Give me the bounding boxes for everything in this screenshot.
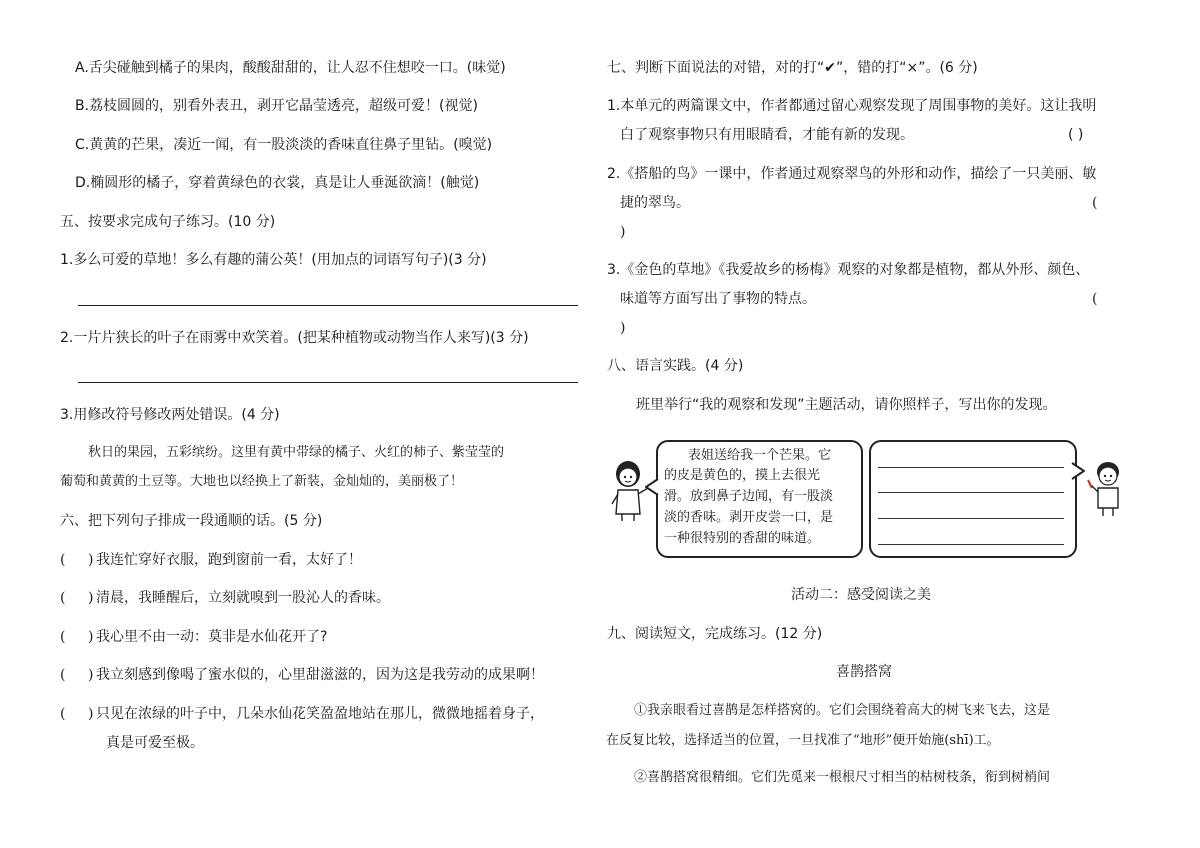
order-paren-close: ) <box>88 706 94 722</box>
judge-paren-q3-close[interactable]: ) <box>620 320 626 336</box>
order-item-5: 只见在浓绿的叶子中，几朵水仙花笑盈盈地站在那儿，微微地摇着身子， <box>96 706 544 722</box>
section-8-intro: 班里举行“我的观察和发现”主题活动，请你照样子，写出你的发现。 <box>636 397 1057 413</box>
order-paren-open: ( <box>60 629 66 645</box>
section-6-title: 六、把下列句子排成一段通顺的话。(5 分) <box>60 513 323 529</box>
bubble-tail-left <box>645 478 659 496</box>
answer-line-q1[interactable] <box>78 305 578 306</box>
order-paren-close: ) <box>88 590 94 606</box>
order-item-1: 我连忙穿好衣服，跑到窗前一看，太好了！ <box>96 552 362 568</box>
passage-title: 喜鹊搭窝 <box>836 664 892 680</box>
writing-line[interactable] <box>878 467 1064 468</box>
answer-speech-bubble[interactable] <box>869 440 1077 558</box>
section-7-q2-line1: 2.《搭船的鸟》一课中，作者通过观察翠鸟的外形和动作，描绘了一只美丽、敏 <box>607 166 1097 182</box>
bubble-line-3: 滑。放到鼻子边闻，有一股淡 <box>664 489 834 504</box>
passage-line-1: 秋日的果园，五彩缤纷。这里有黄中带绿的橘子、火红的柿子、紫莹莹的 <box>88 445 505 460</box>
answer-line-q2[interactable] <box>78 382 578 383</box>
q4-option-a: A.舌尖碰触到橘子的果肉，酸酸甜甜的，让人忍不住想咬一口。(味觉) <box>75 60 506 76</box>
section-5-q3: 3.用修改符号修改两处错误。(4 分) <box>60 407 280 423</box>
section-5-title: 五、按要求完成句子练习。(10 分) <box>60 214 276 230</box>
passage-p1-line2: 在反复比较，选择适当的位置，一旦找准了“地形”便开始施(shī)工。 <box>606 733 1000 748</box>
bubble-line-1: 表姐送给我一个芒果。它 <box>688 448 832 463</box>
section-7-q3-line2: 味道等方面写出了事物的特点。 <box>620 291 816 307</box>
order-paren-close: ) <box>88 667 94 683</box>
section-5-q2: 2.一片片狭长的叶子在雨雾中欢笑着。(把某种植物或动物当作人来写)(3 分) <box>60 330 529 346</box>
order-paren-open: ( <box>60 667 66 683</box>
section-8-title: 八、语言实践。(4 分) <box>607 358 744 374</box>
order-paren-open: ( <box>60 706 66 722</box>
order-item-5-continued: 真是可爱至极。 <box>106 735 204 751</box>
q4-option-b: B.荔枝圆圆的，别看外表丑，剥开它晶莹透亮，超级可爱！(视觉) <box>75 98 478 114</box>
activity-2-title: 活动二：感受阅读之美 <box>791 587 931 603</box>
q4-option-d: D.椭圆形的橘子，穿着黄绿色的衣裳，真是让人垂涎欲滴！(触觉) <box>75 175 480 191</box>
section-7-q1-line2: 白了观察事物只有用眼睛看，才能有新的发现。 <box>620 127 914 143</box>
bubble-line-5: 一种很特别的香甜的味道。 <box>664 531 821 546</box>
judge-paren-q3-open[interactable]: ( <box>1092 291 1098 307</box>
section-7-q2-line2: 捷的翠鸟。 <box>620 195 690 211</box>
passage-p1-line1: ①我亲眼看过喜鹊是怎样搭窝的。它们会围绕着高大的树飞来飞去，这是 <box>634 703 1051 718</box>
judge-paren-q2-open[interactable]: ( <box>1092 195 1098 211</box>
order-paren-open: ( <box>60 590 66 606</box>
section-5-q1: 1.多么可爱的草地！多么有趣的蒲公英！(用加点的词语写句子)(3 分) <box>60 252 487 268</box>
q4-option-c: C.黄黄的芒果，凑近一闻，有一股淡淡的香味直往鼻子里钻。(嗅觉) <box>75 137 493 153</box>
order-item-4: 我立刻感到像喝了蜜水似的，心里甜滋滋的，因为这是我劳动的成果啊！ <box>96 667 544 683</box>
writing-line[interactable] <box>878 518 1064 519</box>
section-7-q1-line1: 1.本单元的两篇课文中，作者都通过留心观察发现了周围事物的美好。这让我明 <box>607 98 1097 114</box>
judge-paren-q2-close[interactable]: ) <box>620 224 626 240</box>
section-7-title: 七、判断下面说法的对错，对的打“✔”，错的打“×”。(6 分) <box>607 60 978 76</box>
passage-line-2: 葡萄和黄黄的土豆等。大地也以经换上了新装，金灿灿的，美丽极了！ <box>60 474 464 489</box>
writing-line[interactable] <box>878 544 1064 545</box>
section-9-title: 九、阅读短文，完成练习。(12 分) <box>607 626 823 642</box>
order-paren-open: ( <box>60 552 66 568</box>
order-item-2: 清晨，我睡醒后，立刻就嗅到一股沁人的香味。 <box>96 590 390 606</box>
bubble-line-4: 淡的香味。剥开皮尝一口，是 <box>664 510 834 525</box>
order-paren-close: ) <box>88 552 94 568</box>
passage-p2-line1: ②喜鹊搭窝很精细。它们先觅来一根根尺寸相当的枯树枝条，衔到树梢间 <box>634 770 1051 785</box>
order-paren-close: ) <box>88 629 94 645</box>
judge-paren-q1[interactable]: ( ) <box>1068 127 1084 143</box>
bubble-tail-right <box>1071 462 1085 480</box>
section-7-q3-line1: 3.《金色的草地》《我爱故乡的杨梅》观察的对象都是植物，都从外形、颜色、 <box>607 262 1090 278</box>
bubble-line-2: 的皮是黄色的，摸上去很光 <box>664 468 821 483</box>
boy-figure <box>1084 458 1130 518</box>
order-item-3: 我心里不由一动：莫非是水仙花开了? <box>96 629 328 645</box>
writing-line[interactable] <box>878 492 1064 493</box>
